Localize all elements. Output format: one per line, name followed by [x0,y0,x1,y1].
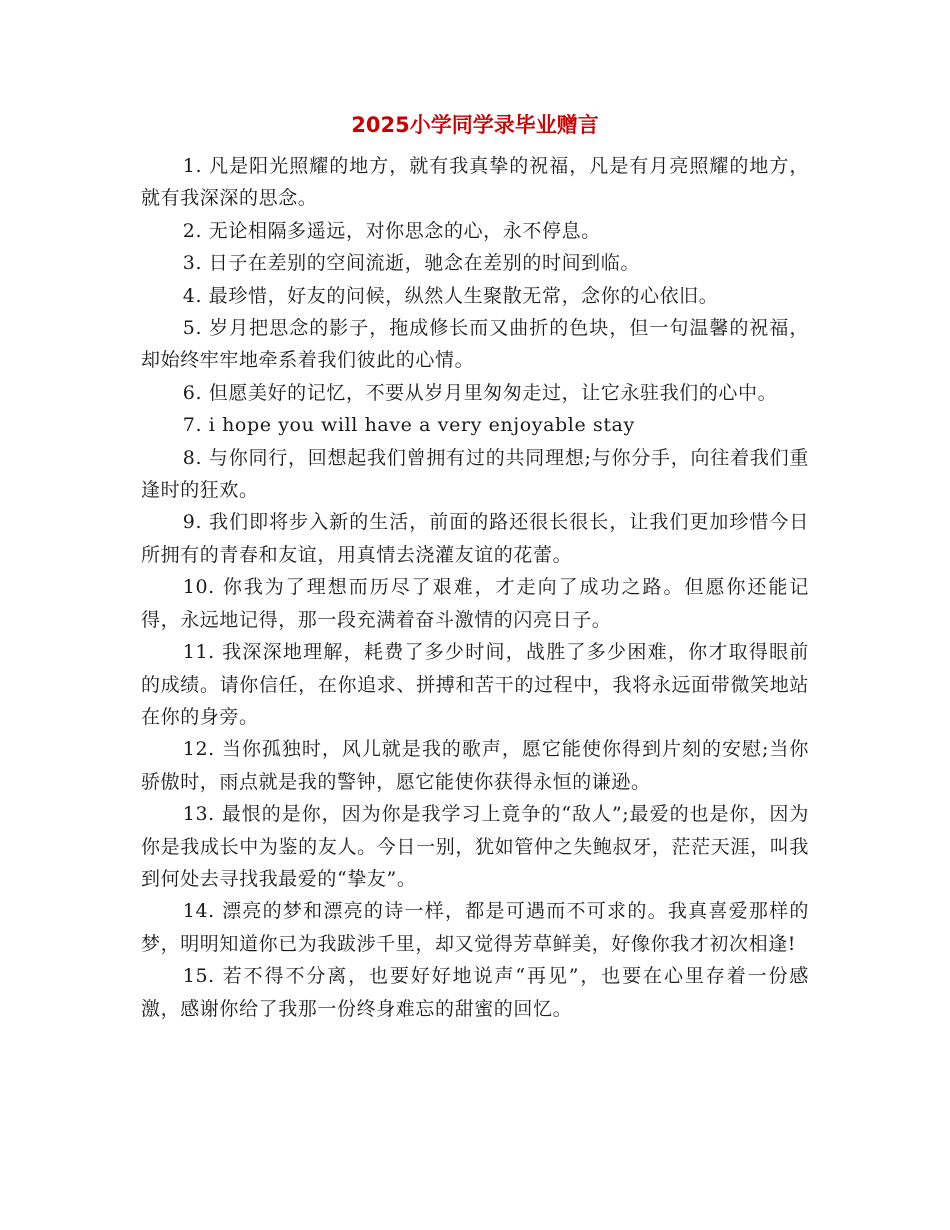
paragraph-8: 8. 与你同行，回想起我们曾拥有过的共同理想;与你分手，向往着我们重逢时的狂欢。 [141,446,809,502]
paragraph-11: 11. 我深深地理解，耗费了多少时间，战胜了多少困难，你才取得眼前的成绩。请你信任，在你追求、拼搏和苦干的过程中，我将永远面带微笑地站在你的身旁。 [141,641,809,728]
paragraph-5: 5. 岁月把思念的影子，拖成修长而又曲折的色块，但一句温馨的祝福，却始终牢牢地牵系着我们彼此的心情。 [141,317,809,372]
paragraph-10: 10. 你我为了理想而历尽了艰难，才走向了成功之路。但愿你还能记得，永远地记得，那一段充满着奋斗激情的闪亮日子。 [141,576,809,631]
paragraph-15: 15. 若不得不分离，也要好好地说声“再见”，也要在心里存着一份感激，感谢你给了我那一份终身难忘的甜蜜的回忆。 [141,965,809,1020]
paragraph-12: 12. 当你孤独时，风儿就是我的歌声，愿它能使你得到片刻的安慰;当你骄傲时，雨点就是我的警钟，愿它能使你获得永恒的谦逊。 [141,738,809,793]
document-title: 2025小学同学录毕业赠言 [351,113,599,137]
paragraph-4: 4. 最珍惜，好友的问候，纵然人生聚散无常，念你的心依旧。 [182,284,719,307]
paragraph-2: 2. 无论相隔多遥远，对你思念的心，永不停息。 [182,219,601,242]
paragraph-13: 13. 最恨的是你，因为你是我学习上竟争的“敌人”;最爱的也是你，因为你是我成长中为鉴的友人。今日一别，犹如管仲之失鲍叔牙，茫茫天涯，叫我到何处去寻找我最爱的“挚友”。 [141,803,809,890]
paragraph-3: 3. 日子在差别的空间流逝，驰念在差别的时间到临。 [182,252,640,275]
paragraph-7: 7. i hope you will have a very enjoyable stay [182,414,635,437]
paragraph-1: 1. 凡是阳光照耀的地方，就有我真挚的祝福，凡是有月亮照耀的地方，就有我深深的思念。 [141,155,809,210]
paragraph-6: 6. 但愿美好的记忆，不要从岁月里匆匆走过，让它永驻我们的心中。 [182,381,778,404]
paragraph-14: 14. 漂亮的梦和漂亮的诗一样，都是可遇而不可求的。我真喜爱那样的梦，明明知道你已为我跋涉千里，却又觉得芳草鲜美，好像你我才初次相逢! [141,900,809,955]
document-body [141,150,809,1025]
paragraph-9: 9. 我们即将步入新的生活，前面的路还很长很长，让我们更加珍惜今日所拥有的青春和友谊，用真情去浇灌友谊的花蕾。 [141,511,809,566]
